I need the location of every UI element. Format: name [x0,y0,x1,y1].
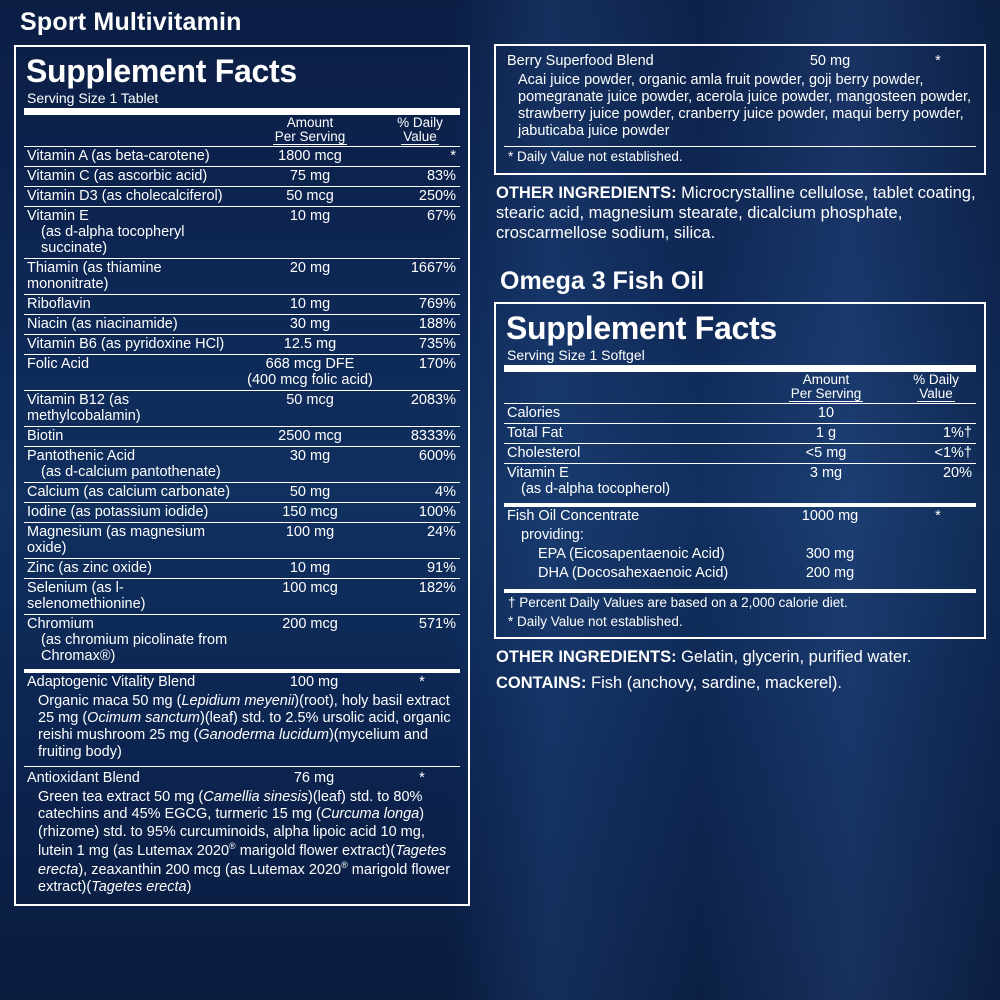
other-ingredients-omega [496,647,986,667]
providing-row: providing: [521,526,584,543]
berry-blend-panel [494,44,986,175]
other-ingredients-text: Microcrystalline cellulose, tablet coating, stearic acid, magnesium stearate, dicalcium phosphate, croscarmellose sodium, silica. [496,183,976,242]
table-header-row [504,372,976,404]
nutrition-table-omega [504,372,976,499]
concentrate-item-row: DHA (Docosahexaenoic Acid) 200 mg [538,564,855,581]
concentrate-item-row: EPA (Eicosapentaenoic Acid) 300 mg [538,545,855,562]
footnote-daily-value: * Daily Value not established. [508,614,683,630]
supplement-facts-panel-multivitamin [14,45,470,906]
blend-body-row: Green tea extract 50 mg (Camellia sinesis)(leaf) std. to 80% catechins and 45% EGCG, turmeric 15 mg (Curcuma longa)(rhizome) std. to 95% curcuminoids, alpha lipoic acid 10 mg, lutein 1 mg (as Lutemax 2020® marigold flower extract)(Tagetes erecta), zeaxanthin 200 mcg (as Lutemax 2020® marigold flower extract)(Tagetes erecta) [38,789,451,895]
table-row: Cholesterol <5 mg <1%† [504,443,976,463]
serving-size-omega: Serving Size 1 Softgel [507,346,645,363]
table-row: Biotin 2500 mcg 8333% [24,426,460,446]
contains-label: CONTAINS: [496,674,587,693]
table-row: Niacin (as niacinamide) 30 mg 188% [24,314,460,334]
amount-header: Amount Per Serving [274,114,346,144]
contains-statement [496,673,986,693]
table-row: Vitamin B6 (as pyridoxine HCl) 12.5 mg 735% [24,334,460,354]
amount-header: Amount Per Serving [790,371,862,401]
blend-body-row: Acai juice powder, organic amla fruit powder, goji berry powder, pomegranate juice powder, acerola juice powder, mangosteen powder, strawberry juice powder, cranberry juice powder, maqui berry powder, jabuticaba juice powder [518,72,972,140]
table-row: Chromium (as chromium picolinate from Chromax®) 200 mcg 571% [24,614,460,666]
other-ingredients-label: OTHER INGREDIENTS: [496,648,677,667]
blend-row: Antioxidant Blend 76 mg * [27,770,425,787]
table-header-row [24,115,460,147]
concentrate-row: Fish Oil Concentrate 1000 mg * [507,507,941,524]
table-row: Vitamin E (as d-alpha tocopherol) 3 mg 20% [504,463,976,499]
other-ingredients-multivitamin [496,183,986,243]
fish-oil-concentrate-table [504,507,976,583]
table-row: Vitamin D3 (as cholecalciferol) 50 mcg 250% [24,186,460,206]
table-row: Selenium (as l-selenomethionine) 100 mcg 182% [24,578,460,614]
serving-size: Serving Size 1 Tablet [27,89,159,106]
table-row: Vitamin B12 (as methylcobalamin) 50 mcg 2083% [24,390,460,426]
berry-blend-table [504,52,976,142]
table-row: Calcium (as calcium carbonate) 50 mg 4% [24,482,460,502]
supplement-facts-heading: Supplement Facts [26,53,297,89]
daily-value-header: % Daily Value [397,114,443,144]
divider-thick [24,108,460,115]
blend-row: Adaptogenic Vitality Blend 100 mg * [27,673,425,690]
divider-thick [504,365,976,372]
other-ingredients-label: OTHER INGREDIENTS: [496,183,677,202]
table-row: Total Fat 1 g 1%† [504,423,976,443]
daily-value-header: % Daily Value [913,371,959,401]
blend-table [24,673,460,763]
table-row: Vitamin E (as d-alpha tocopheryl succinate) 10 mg 67% [24,206,460,258]
table-row: Calories 10 [504,403,976,423]
left-column [14,8,470,906]
contains-text: Fish (anchovy, sardine, mackerel). [586,674,842,693]
other-ingredients-text: Gelatin, glycerin, purified water. [676,648,912,667]
table-row: Pantothenic Acid (as d-calcium pantothenate) 30 mg 600% [24,446,460,482]
table-row: Magnesium (as magnesium oxide) 100 mg 24% [24,522,460,558]
divider-thin [24,766,460,767]
table-row: Thiamin (as thiamine mononitrate) 20 mg 1667% [24,258,460,294]
blend-row: Berry Superfood Blend 50 mg * [507,53,941,69]
footnote-dv-basis: † Percent Daily Values are based on a 2,000 calorie diet. [508,594,848,610]
footnote-daily-value: * Daily Value not established. [508,149,683,165]
right-column [494,44,986,694]
nutrition-table [24,115,460,666]
table-row: Folic Acid 668 mcg DFE (400 mcg folic acid) 170% [24,354,460,390]
table-row: Riboflavin 10 mg 769% [24,294,460,314]
supplement-facts-heading-omega: Supplement Facts [506,310,777,346]
table-row: Iodine (as potassium iodide) 150 mcg 100% [24,502,460,522]
table-row: Vitamin A (as beta-carotene) 1800 mcg * [24,146,460,166]
table-row: Zinc (as zinc oxide) 10 mg 91% [24,558,460,578]
page-title-omega: Omega 3 Fish Oil [500,267,705,295]
page-title: Sport Multivitamin [20,8,242,36]
blend-table-2 [24,769,460,897]
supplement-facts-panel-omega [494,302,986,639]
blend-body-row: Organic maca 50 mg (Lepidium meyenii)(root), holy basil extract 25 mg (Ocimum sanctum)(leaf) std. to 2.5% ursolic acid, organic reishi mushroom 25 mg (Ganoderma lucidum)(mycelium and fruiting body) [38,692,451,761]
table-row: Vitamin C (as ascorbic acid) 75 mg 83% [24,166,460,186]
